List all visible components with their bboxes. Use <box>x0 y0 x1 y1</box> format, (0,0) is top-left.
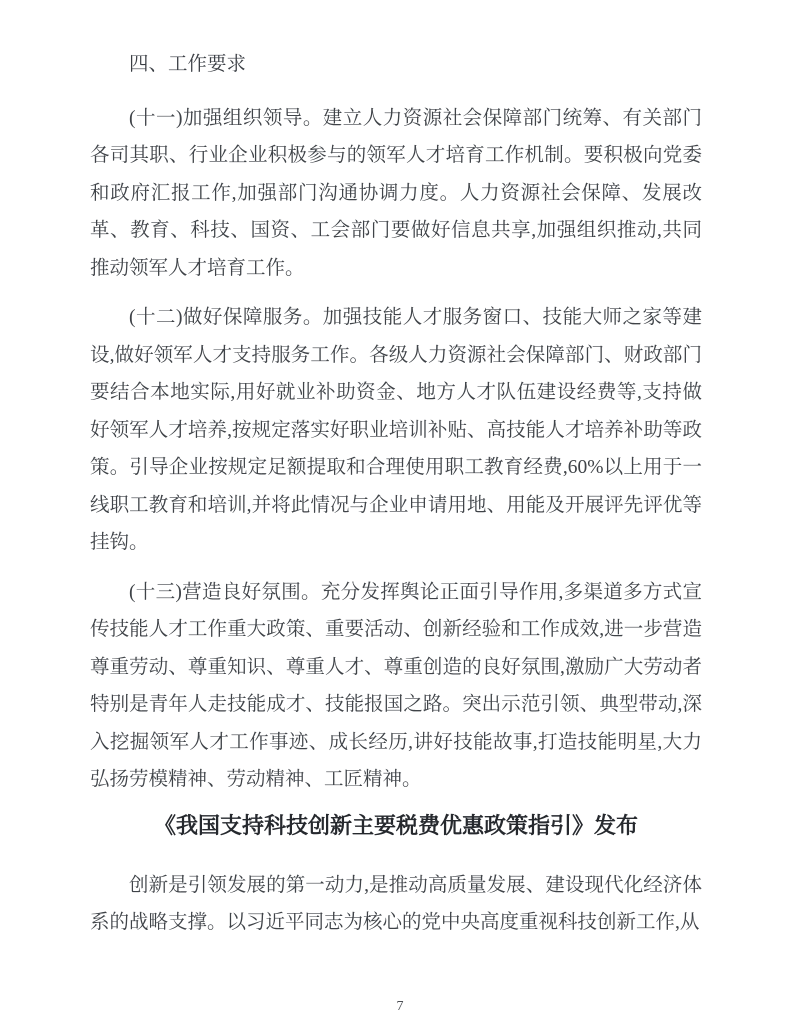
paragraph-item-12: (十二)做好保障服务。加强技能人才服务窗口、技能大师之家等建设,做好领军人才支持服务工作。各级人力资源社会保障部门、财政部门要结合本地实际,用好就业补助资金、地方人才队伍建设经费等,支持做好领军人才培养,按规定落实好职业培训补贴、高技能人才培养补助等政策。引导企业按规定足额提取和合理使用职工教育经费,60%以上用于一线职工教育和培训,并将此情况与企业申请用地、用能及开展评先评优等挂钩。 <box>90 307 702 553</box>
paragraph-item-13: (十三)营造良好氛围。充分发挥舆论正面引导作用,多渠道多方式宣传技能人才工作重大政策、重要活动、创新经验和工作成效,进一步营造尊重劳动、尊重知识、尊重人才、尊重创造的良好氛围,激励广大劳动者特别是青年人走技能成才、技能报国之路。突出示范引领、典型带动,深入挖掘领军人才工作事迹、成长经历,讲好技能故事,打造技能明星,大力弘扬劳模精神、劳动精神、工匠精神。 <box>90 581 702 790</box>
document-content <box>90 46 702 942</box>
paragraph-article-intro: 创新是引领发展的第一动力,是推动高质量发展、建设现代化经济体系的战略支撑。以习近平同志为核心的党中央高度重视科技创新工作,从 <box>90 874 702 933</box>
paragraph-item-11: (十一)加强组织领导。建立人力资源社会保障部门统筹、有关部门各司其职、行业企业积极参与的领军人才培育工作机制。要积极向党委和政府汇报工作,加强部门沟通协调力度。人力资源社会保障、发展改革、教育、科技、国资、工会部门要做好信息共享,加强组织推动,共同推动领军人才培育工作。 <box>90 107 702 279</box>
section-heading: 四、工作要求 <box>129 54 247 75</box>
article-title: 《我国支持科技创新主要税费优惠政策指引》发布 <box>153 812 638 838</box>
page-number: 7 <box>396 999 404 1014</box>
